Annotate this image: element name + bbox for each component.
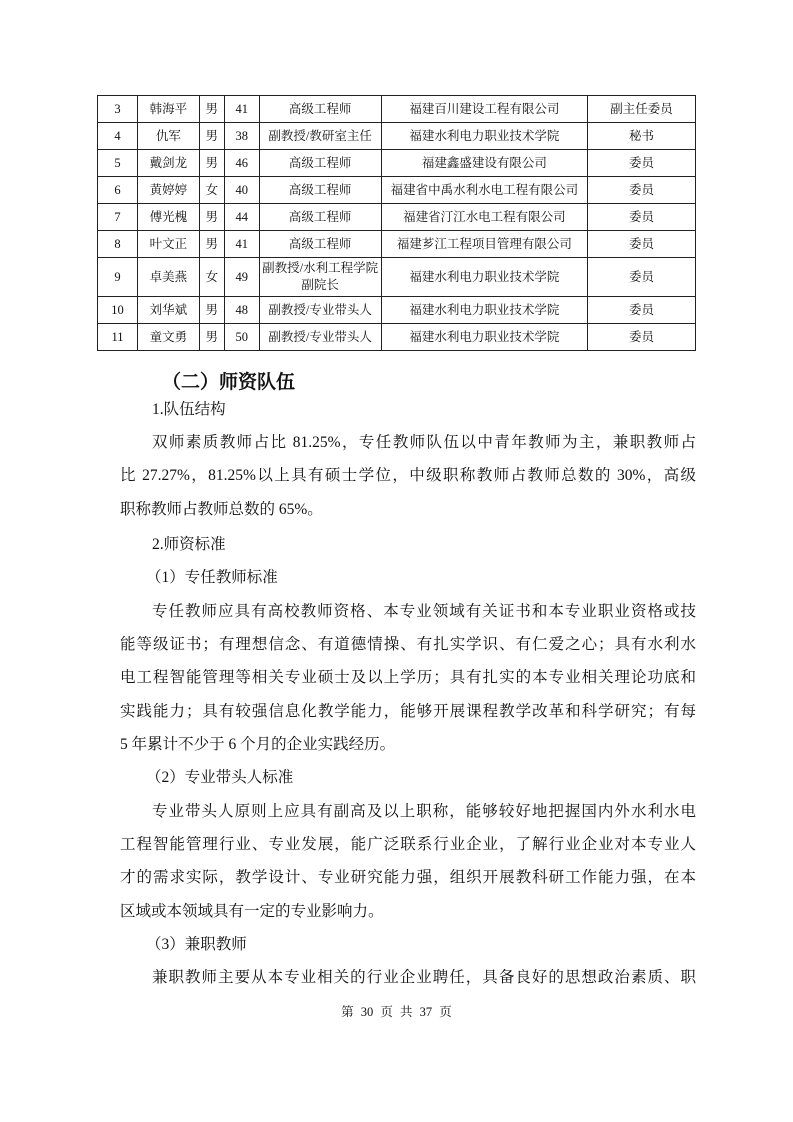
table-cell: 4 bbox=[98, 123, 138, 150]
table-cell: 委员 bbox=[588, 324, 696, 351]
table-cell: 副教授/专业带头人 bbox=[259, 324, 381, 351]
table-cell: 3 bbox=[98, 96, 138, 123]
table-cell: 6 bbox=[98, 177, 138, 204]
page-footer: 第 30 页 共 37 页 bbox=[341, 1005, 452, 1019]
table-cell: 福建省汀江水电工程有限公司 bbox=[381, 204, 588, 231]
paragraph-line: 双师素质教师占比 81.25%，专任教师队伍以中青年教师为主，兼职教师占 bbox=[152, 434, 696, 451]
table-cell: 福建鑫盛建设有限公司 bbox=[381, 150, 588, 177]
table-cell: 40 bbox=[224, 177, 259, 204]
subheading-leader: （2）专业带头人标准 bbox=[146, 769, 294, 786]
paragraph-line: 工程智能管理行业、专业发展，能广泛联系行业企业，了解行业企业对本专业人 bbox=[120, 836, 696, 853]
paragraph-line: 能等级证书；有理想信念、有道德情操、有扎实学识、有仁爱之心；具有水利水 bbox=[120, 636, 696, 653]
table-cell: 女 bbox=[199, 258, 224, 297]
paragraph-line: 专业带头人原则上应具有副高及以上职称，能够较好地把握国内外水利水电 bbox=[152, 803, 696, 820]
subheading-fulltime: （1）专任教师标准 bbox=[146, 569, 278, 586]
table-cell: 傅光槐 bbox=[137, 204, 199, 231]
table-cell: 女 bbox=[199, 177, 224, 204]
table-cell: 副教授/专业带头人 bbox=[259, 297, 381, 324]
subheading-standards: 2.师资标准 bbox=[152, 536, 226, 553]
paragraph-line: 比 27.27%，81.25%以上具有硕士学位，中级职称教师占教师总数的 30%，高级 bbox=[120, 467, 696, 484]
table-cell: 委员 bbox=[588, 150, 696, 177]
table-cell: 高级工程师 bbox=[259, 231, 381, 258]
table-cell: 男 bbox=[199, 96, 224, 123]
table-cell: 刘华斌 bbox=[137, 297, 199, 324]
table-cell: 委员 bbox=[588, 177, 696, 204]
table-cell: 委员 bbox=[588, 231, 696, 258]
paragraph-line: 实践能力；具有较强信息化教学能力，能够开展课程教学改革和科学研究；有每 bbox=[120, 703, 696, 720]
table-cell: 9 bbox=[98, 258, 138, 297]
paragraph-line: 专任教师应具有高校教师资格、本专业领域有关证书和本专业职业资格或技 bbox=[152, 603, 696, 620]
table-cell: 童文勇 bbox=[137, 324, 199, 351]
table-cell: 男 bbox=[199, 150, 224, 177]
subheading-team-structure: 1.队伍结构 bbox=[152, 401, 226, 418]
table-cell: 男 bbox=[199, 297, 224, 324]
committee-table bbox=[97, 95, 696, 351]
table-cell: 男 bbox=[199, 231, 224, 258]
table-row bbox=[98, 177, 696, 204]
paragraph-line: 电工程智能管理等相关专业硕士及以上学历；具有扎实的本专业相关理论功底和 bbox=[120, 669, 696, 686]
paragraph-line: 区域或本领域具有一定的专业影响力。 bbox=[120, 903, 384, 920]
table-row bbox=[98, 324, 696, 351]
table-cell: 副教授/水利工程学院副院长 bbox=[259, 258, 381, 297]
table-row bbox=[98, 297, 696, 324]
table-cell: 福建水利电力职业技术学院 bbox=[381, 123, 588, 150]
table-cell: 黄婷婷 bbox=[137, 177, 199, 204]
paragraph-line: 5 年累计不少于 6 个月的企业实践经历。 bbox=[120, 736, 396, 753]
table-cell: 副主任委员 bbox=[588, 96, 696, 123]
table-cell: 委员 bbox=[588, 297, 696, 324]
table-cell: 福建百川建设工程有限公司 bbox=[381, 96, 588, 123]
subheading-parttime: （3）兼职教师 bbox=[146, 936, 247, 953]
table-cell: 副教授/教研室主任 bbox=[259, 123, 381, 150]
table-row bbox=[98, 150, 696, 177]
table-cell: 48 bbox=[224, 297, 259, 324]
table-cell: 41 bbox=[224, 231, 259, 258]
section-heading: （二）师资队伍 bbox=[162, 371, 296, 393]
table-cell: 高级工程师 bbox=[259, 150, 381, 177]
table-cell: 卓美燕 bbox=[137, 258, 199, 297]
table-cell: 福建省中禹水利水电工程有限公司 bbox=[381, 177, 588, 204]
table-cell: 11 bbox=[98, 324, 138, 351]
paragraph-line: 兼职教师主要从本专业相关的行业企业聘任，具备良好的思想政治素质、职 bbox=[152, 969, 696, 986]
table-cell: 戴剑龙 bbox=[137, 150, 199, 177]
table-cell: 44 bbox=[224, 204, 259, 231]
table-cell: 福建水利电力职业技术学院 bbox=[381, 324, 588, 351]
table-row bbox=[98, 258, 696, 297]
table-cell: 男 bbox=[199, 123, 224, 150]
table-cell: 38 bbox=[224, 123, 259, 150]
paragraph-line: 职称教师占教师总数的 65%。 bbox=[120, 501, 323, 518]
table-cell: 福建芗江工程项目管理有限公司 bbox=[381, 231, 588, 258]
table-cell: 46 bbox=[224, 150, 259, 177]
table-cell: 福建水利电力职业技术学院 bbox=[381, 258, 588, 297]
table-cell: 男 bbox=[199, 204, 224, 231]
table-cell: 高级工程师 bbox=[259, 96, 381, 123]
table-row bbox=[98, 96, 696, 123]
table-cell: 5 bbox=[98, 150, 138, 177]
table-cell: 男 bbox=[199, 324, 224, 351]
table-cell: 高级工程师 bbox=[259, 177, 381, 204]
table-cell: 韩海平 bbox=[137, 96, 199, 123]
table-cell: 秘书 bbox=[588, 123, 696, 150]
table-cell: 委员 bbox=[588, 258, 696, 297]
table-cell: 高级工程师 bbox=[259, 204, 381, 231]
table-cell: 41 bbox=[224, 96, 259, 123]
table-row bbox=[98, 204, 696, 231]
table-cell: 7 bbox=[98, 204, 138, 231]
table-cell: 50 bbox=[224, 324, 259, 351]
table-cell: 委员 bbox=[588, 204, 696, 231]
table-cell: 49 bbox=[224, 258, 259, 297]
table-cell: 8 bbox=[98, 231, 138, 258]
table-cell: 福建水利电力职业技术学院 bbox=[381, 297, 588, 324]
table-cell: 叶文正 bbox=[137, 231, 199, 258]
paragraph-line: 才的需求实际，教学设计、专业研究能力强，组织开展教科研工作能力强，在本 bbox=[120, 869, 696, 886]
table-cell: 仇军 bbox=[137, 123, 199, 150]
table-row bbox=[98, 231, 696, 258]
table-cell: 10 bbox=[98, 297, 138, 324]
table-row bbox=[98, 123, 696, 150]
